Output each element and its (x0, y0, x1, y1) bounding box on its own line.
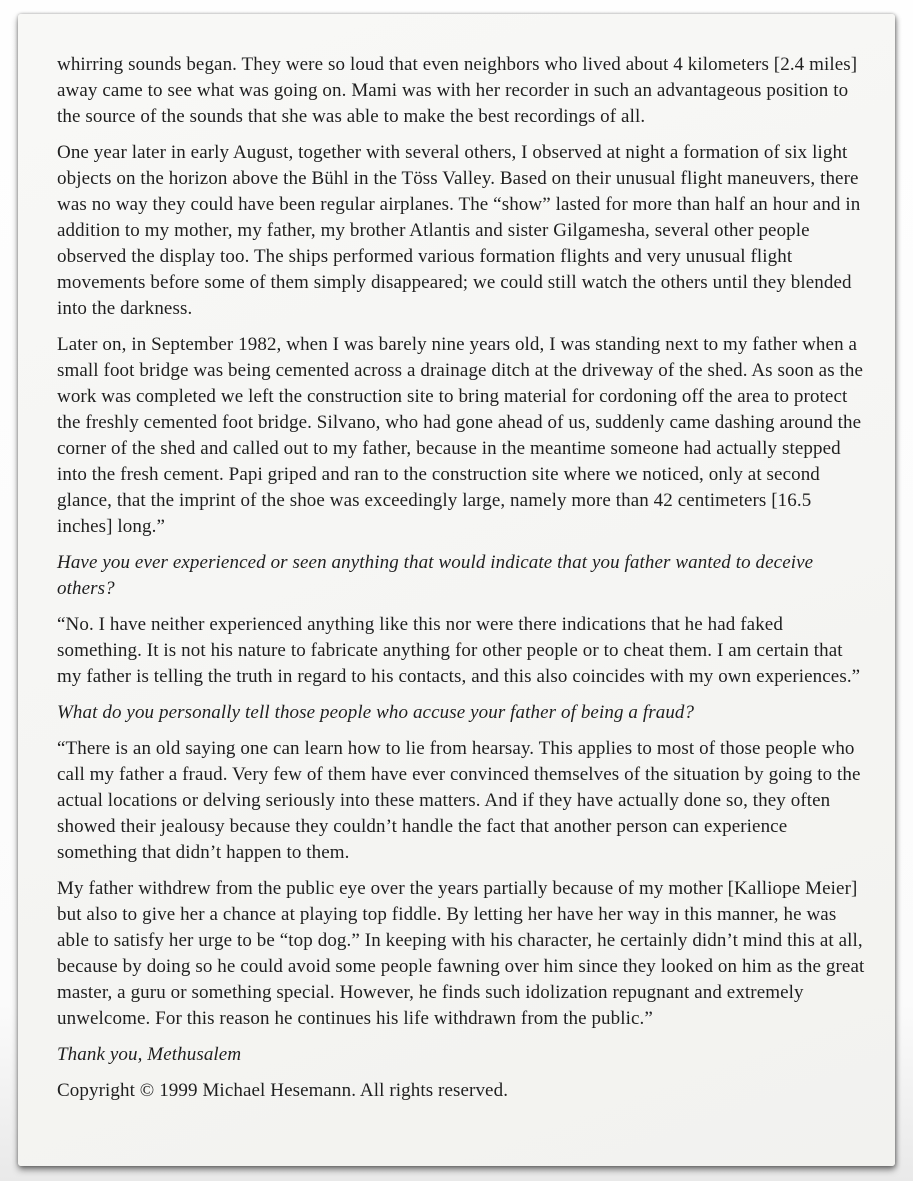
body-paragraph: My father withdrew from the public eye over the years partially because of my mother [Kalliope Meier] but also to give her a chance at playing top fiddle. By letting her have her way in this manner, he was able to satisfy her urge to be “top dog.” In keeping with his character, he certainly didn’t mind this at all, because by doing so he could avoid some people fawning over him since they looked on him as the great master, a guru or something special. However, he finds such idolization repugnant and extremely unwelcome. For this reason he continues his life withdrawn from the public.” (57, 878, 865, 1029)
body-paragraph: Later on, in September 1982, when I was barely nine years old, I was standing next to my father when a small foot bridge was being cemented across a drainage ditch at the driveway of the shed. As soon as the work was completed we left the construction site to bring material for cordoning off the area to protect the freshly cemented foot bridge. Silvano, who had gone ahead of us, suddenly came dashing around the corner of the shed and called out to my father, because in the meantime someone had actually stepped into the fresh cement. Papi griped and ran to the construction site where we noticed, only at second glance, that the imprint of the shoe was exceedingly large, namely more than 42 centimeters [16.5 inches] long.” (57, 334, 864, 537)
copyright-line: Copyright © 1999 Michael Hesemann. All rights reserved. (57, 1080, 509, 1101)
interview-question: Have you ever experienced or seen anything that would indicate that you father wanted to deceive others? (57, 552, 814, 599)
text-column (57, 52, 869, 1104)
body-paragraph: “No. I have neither experienced anything like this nor were there indications that he had faked something. It is not his nature to fabricate anything for other people or to cheat them. I am certain that my father is telling the truth in regard to his contacts, and this also coincides with my own experiences.” (57, 614, 861, 687)
body-paragraph: One year later in early August, together with several others, I observed at night a formation of six light objects on the horizon above the Bühl in the Töss Valley. Based on their unusual flight maneuvers, there was no way they could have been regular airplanes. The “show” lasted for more than half an hour and in addition to my mother, my father, my brother Atlantis and sister Gilgamesha, several other people observed the display too. The ships performed various formation flights and very unusual flight movements before some of them simply disappeared; we could still watch the others until they blended into the darkness. (57, 142, 861, 319)
body-paragraph: whirring sounds began. They were so loud that even neighbors who lived about 4 kilometers [2.4 miles] away came to see what was going on. Mami was with her recorder in such an advantageous position to the source of the sounds that she was able to make the best recordings of all. (57, 54, 858, 127)
closing-line: Thank you, Methusalem (57, 1044, 242, 1065)
interview-question: What do you personally tell those people who accuse your father of being a fraud? (57, 702, 695, 723)
scanned-page (18, 14, 895, 1166)
body-paragraph: “There is an old saying one can learn how to lie from hearsay. This applies to most of those people who call my father a fraud. Very few of them have ever convinced themselves of the situation by going to the actual locations or delving seriously into these matters. And if they have actually done so, they often showed their jealousy because they couldn’t handle the fact that another person can experience something that didn’t happen to them. (57, 738, 861, 863)
